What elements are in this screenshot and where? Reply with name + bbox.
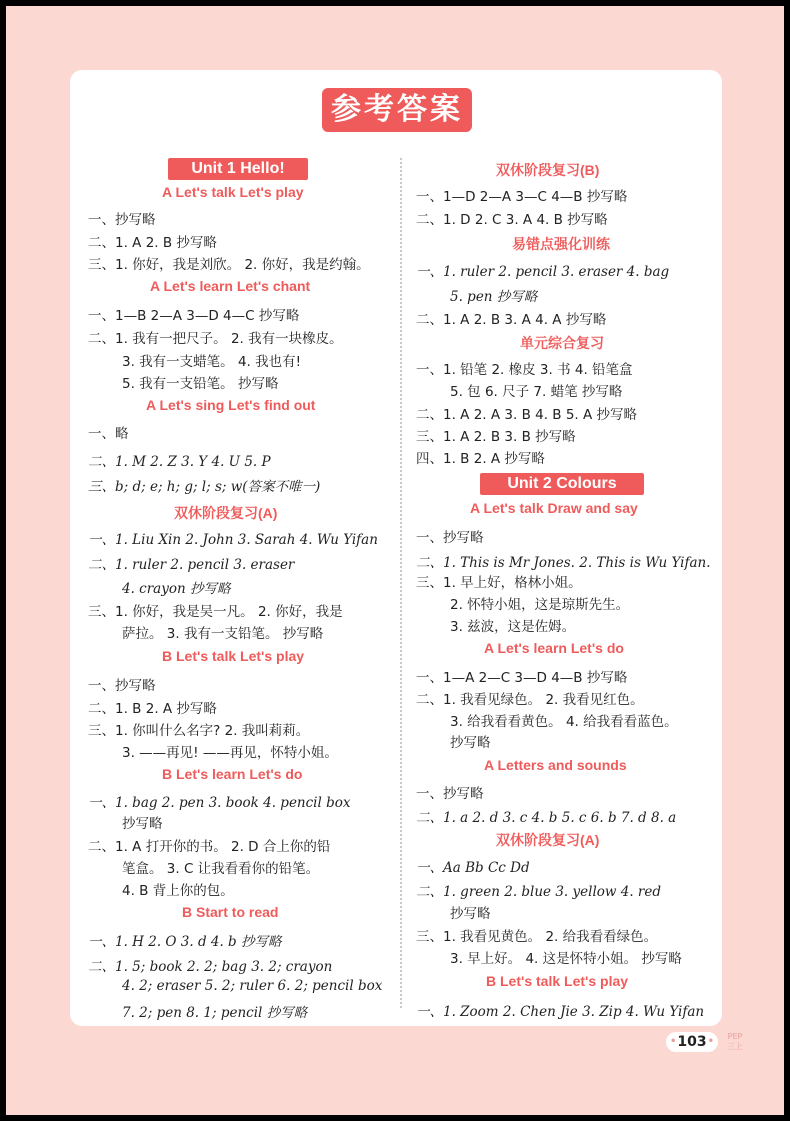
answer-line: 一、抄写略 <box>416 786 484 802</box>
answer-line: 5. 包 6. 尺子 7. 蜡笔 抄写略 <box>450 384 623 400</box>
unit1-heading: Unit 1 Hello! <box>168 158 308 180</box>
answer-line: 萨拉。 3. 我有一支铅笔。 抄写略 <box>122 626 324 642</box>
answer-line: 一、1. Zoom 2. Chen Jie 3. Zip 4. Wu Yifan <box>416 1004 705 1020</box>
answer-line: 三、1. 我看见黄色。 2. 给我看看绿色。 <box>416 929 658 945</box>
answer-line: 抄写略 <box>122 816 163 832</box>
answer-line: 一、略 <box>88 426 129 442</box>
answer-line: 一、1—D 2—A 3—C 4—B 抄写略 <box>416 189 628 205</box>
answer-line: 二、1. A 2. B 抄写略 <box>88 235 217 251</box>
section-heading: 双休阶段复习(B) <box>496 162 600 178</box>
answer-line: 三、1. A 2. B 3. B 抄写略 <box>416 429 576 445</box>
section-heading: A Let's sing Let's find out <box>146 397 316 413</box>
answer-line: 一、1. bag 2. pen 3. book 4. pencil box <box>88 795 351 811</box>
answer-line: 4. B 背上你的包。 <box>122 883 234 899</box>
answer-line: 二、1. This is Mr Jones. 2. This is Wu Yifan. <box>416 555 711 571</box>
answer-line: 二、1. 我有一把尺子。 2. 我有一块橡皮。 <box>88 331 343 347</box>
answer-line: 二、1. M 2. Z 3. Y 4. U 5. P <box>88 454 271 470</box>
answer-line: 三、b; d; e; h; g; l; s; w(答案不唯一) <box>88 479 321 495</box>
section-heading: 双休阶段复习(A) <box>174 505 278 521</box>
answer-line: 一、1. ruler 2. pencil 3. eraser 4. bag <box>416 264 670 280</box>
answer-line: 4. 2; eraser 5. 2; ruler 6. 2; pencil box <box>122 978 383 994</box>
answer-line: 二、1. A 2. B 3. A 4. A 抄写略 <box>416 312 607 328</box>
column-divider <box>400 158 402 1008</box>
answer-line: 笔盒。 3. C 让我看看你的铅笔。 <box>122 861 320 877</box>
section-heading: A Letters and sounds <box>484 757 627 773</box>
answer-line: 二、1. A 打开你的书。 2. D 合上你的铅 <box>88 839 331 855</box>
answer-line: 3. 兹波，这是佐姆。 <box>450 619 576 635</box>
answer-line: 一、1. H 2. O 3. d 4. b 抄写略 <box>88 934 282 950</box>
answer-line: 一、抄写略 <box>416 530 484 546</box>
answer-line: 二、1. ruler 2. pencil 3. eraser <box>88 557 295 573</box>
unit2-heading: Unit 2 Colours <box>480 473 644 495</box>
answer-line: 2. 怀特小姐，这是琼斯先生。 <box>450 597 630 613</box>
section-heading: A Let's talk Let's play <box>162 184 304 200</box>
section-heading: A Let's learn Let's do <box>484 640 624 656</box>
section-heading: B Let's learn Let's do <box>162 766 303 782</box>
answer-line: 7. 2; pen 8. 1; pencil 抄写略 <box>122 1005 308 1021</box>
page-number: • 103 • <box>666 1032 718 1052</box>
answer-line: 二、1. 我看见绿色。 2. 我看见红色。 <box>416 692 644 708</box>
answer-line: 抄写略 <box>450 735 491 751</box>
answer-line: 4. crayon 抄写略 <box>122 581 231 597</box>
answer-line: 三、1. 早上好，格林小姐。 <box>416 575 582 591</box>
section-heading: 易错点强化训练 <box>512 236 610 252</box>
edition-badge-bottom: 三上 <box>727 1042 743 1051</box>
answer-line: 二、1. B 2. A 抄写略 <box>88 701 217 717</box>
page <box>6 6 784 1115</box>
answer-line: 一、抄写略 <box>88 678 156 694</box>
answer-card <box>70 70 722 1026</box>
edition-badge <box>724 1032 746 1052</box>
answer-line: 一、1. Liu Xin 2. John 3. Sarah 4. Wu Yifan <box>88 532 378 548</box>
answer-line: 四、1. B 2. A 抄写略 <box>416 451 545 467</box>
section-heading: A Let's talk Draw and say <box>470 500 638 516</box>
answer-line: 3. 早上好。 4. 这是怀特小姐。 抄写略 <box>450 951 682 967</box>
section-heading: A Let's learn Let's chant <box>150 278 311 294</box>
answer-line: 抄写略 <box>450 906 491 922</box>
section-heading: B Start to read <box>182 904 279 920</box>
answer-line: 三、1. 你好，我是刘欣。 2. 你好，我是约翰。 <box>88 257 370 273</box>
answer-line: 3. ——再见! ——再见，怀特小姐。 <box>122 745 338 761</box>
answer-line: 二、1. 5; book 2. 2; bag 3. 2; crayon <box>88 959 333 975</box>
answer-line: 3. 我有一支蜡笔。 4. 我也有! <box>122 354 302 370</box>
answer-line: 二、1. green 2. blue 3. yellow 4. red <box>416 884 661 900</box>
answer-line: 二、1. a 2. d 3. c 4. b 5. c 6. b 7. d 8. a <box>416 810 677 826</box>
section-heading: B Let's talk Let's play <box>486 973 629 989</box>
answer-line: 一、抄写略 <box>88 212 156 228</box>
section-heading: 单元综合复习 <box>520 335 604 351</box>
answer-line: 3. 给我看看黄色。 4. 给我看看蓝色。 <box>450 714 678 730</box>
answer-line: 一、1—B 2—A 3—D 4—C 抄写略 <box>88 308 300 324</box>
answer-line: 三、1. 你好，我是吴一凡。 2. 你好，我是 <box>88 604 343 620</box>
answer-line: 一、Aa Bb Cc Dd <box>416 860 530 876</box>
section-heading: B Let's talk Let's play <box>162 648 305 664</box>
page-title: 参考答案 <box>322 88 472 132</box>
answer-line: 三、1. 你叫什么名字? 2. 我叫莉莉。 <box>88 723 310 739</box>
answer-line: 5. 我有一支铅笔。 抄写略 <box>122 376 279 392</box>
section-heading: 双休阶段复习(A) <box>496 832 600 848</box>
answer-line: 5. pen 抄写略 <box>450 289 538 305</box>
answer-line: 一、1. 铅笔 2. 橡皮 3. 书 4. 铅笔盒 <box>416 362 633 378</box>
answer-line: 二、1. D 2. C 3. A 4. B 抄写略 <box>416 212 608 228</box>
answer-line: 二、1. A 2. A 3. B 4. B 5. A 抄写略 <box>416 407 638 423</box>
edition-badge-top: PEP <box>727 1032 743 1041</box>
answer-line: 一、1—A 2—C 3—D 4—B 抄写略 <box>416 670 628 686</box>
